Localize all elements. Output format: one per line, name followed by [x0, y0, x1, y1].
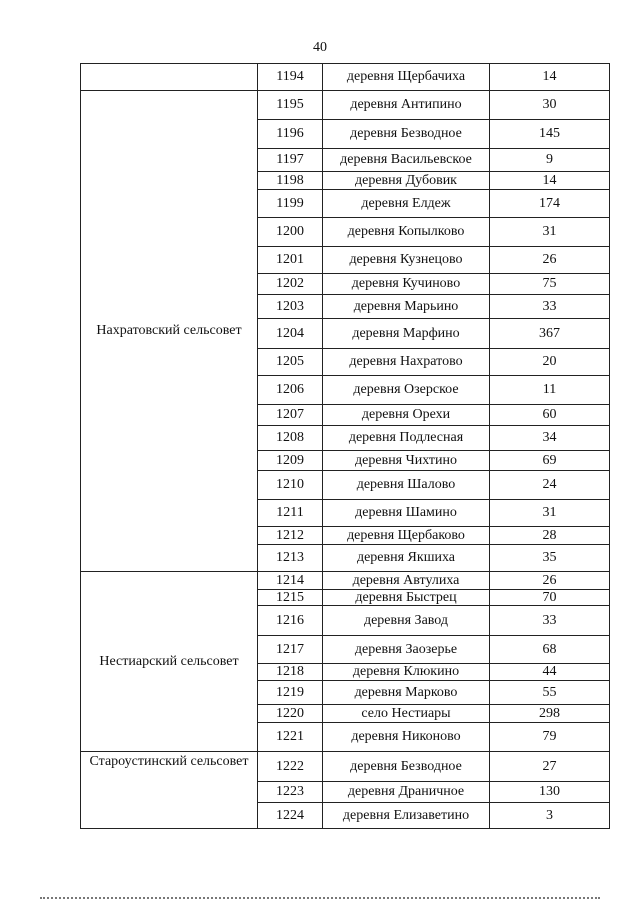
number-cell: 1217 — [258, 636, 323, 664]
council-cell: Нестиарский сельсовет — [81, 572, 258, 752]
number-cell: 1215 — [258, 590, 323, 606]
settlement-name-cell: деревня Елизаветино — [323, 803, 490, 829]
number-cell: 1220 — [258, 705, 323, 723]
number-cell: 1223 — [258, 782, 323, 803]
number-cell: 1206 — [258, 376, 323, 405]
settlement-name-cell: деревня Орехи — [323, 405, 490, 426]
settlement-name-cell: деревня Шамино — [323, 500, 490, 527]
settlement-name-cell: деревня Чихтино — [323, 451, 490, 471]
settlement-name-cell: деревня Драничное — [323, 782, 490, 803]
number-cell: 1203 — [258, 295, 323, 319]
population-cell: 26 — [490, 247, 610, 274]
number-cell: 1222 — [258, 752, 323, 782]
number-cell: 1224 — [258, 803, 323, 829]
population-cell: 11 — [490, 376, 610, 405]
population-cell: 68 — [490, 636, 610, 664]
population-cell: 30 — [490, 91, 610, 120]
settlement-name-cell: деревня Елдеж — [323, 190, 490, 218]
settlement-name-cell: деревня Марьино — [323, 295, 490, 319]
number-cell: 1212 — [258, 527, 323, 545]
council-cell: Нахратовский сельсовет — [81, 91, 258, 572]
settlements-table-body — [81, 64, 610, 829]
population-cell: 60 — [490, 405, 610, 426]
settlement-name-cell: деревня Автулиха — [323, 572, 490, 590]
settlement-name-cell: деревня Васильевское — [323, 149, 490, 172]
number-cell: 1209 — [258, 451, 323, 471]
population-cell: 14 — [490, 64, 610, 91]
settlement-name-cell: деревня Клюкино — [323, 664, 490, 681]
number-cell: 1199 — [258, 190, 323, 218]
number-cell: 1201 — [258, 247, 323, 274]
number-cell: 1210 — [258, 471, 323, 500]
number-cell: 1197 — [258, 149, 323, 172]
table-row — [81, 64, 610, 91]
settlement-name-cell: деревня Завод — [323, 606, 490, 636]
settlement-name-cell: деревня Антипино — [323, 91, 490, 120]
population-cell: 28 — [490, 527, 610, 545]
settlement-name-cell: деревня Нахратово — [323, 349, 490, 376]
population-cell: 33 — [490, 606, 610, 636]
population-cell: 14 — [490, 172, 610, 190]
population-cell: 130 — [490, 782, 610, 803]
page-number: 40 — [313, 40, 327, 55]
settlement-name-cell: деревня Щербаково — [323, 527, 490, 545]
population-cell: 33 — [490, 295, 610, 319]
population-cell: 69 — [490, 451, 610, 471]
population-cell: 79 — [490, 723, 610, 752]
number-cell: 1208 — [258, 426, 323, 451]
number-cell: 1204 — [258, 319, 323, 349]
settlement-name-cell: деревня Якшиха — [323, 545, 490, 572]
settlement-name-cell: деревня Марфино — [323, 319, 490, 349]
table-row — [81, 91, 610, 120]
number-cell: 1198 — [258, 172, 323, 190]
settlement-name-cell: деревня Кузнецово — [323, 247, 490, 274]
table-row — [81, 572, 610, 590]
population-cell: 3 — [490, 803, 610, 829]
population-cell: 31 — [490, 500, 610, 527]
population-cell: 20 — [490, 349, 610, 376]
number-cell: 1219 — [258, 681, 323, 705]
population-cell: 24 — [490, 471, 610, 500]
number-cell: 1196 — [258, 120, 323, 149]
population-cell: 298 — [490, 705, 610, 723]
population-cell: 27 — [490, 752, 610, 782]
population-cell: 9 — [490, 149, 610, 172]
settlement-name-cell: деревня Озерское — [323, 376, 490, 405]
settlement-name-cell: деревня Безводное — [323, 752, 490, 782]
number-cell: 1200 — [258, 218, 323, 247]
population-cell: 145 — [490, 120, 610, 149]
number-cell: 1207 — [258, 405, 323, 426]
number-cell: 1214 — [258, 572, 323, 590]
population-cell: 31 — [490, 218, 610, 247]
table-row — [81, 752, 610, 782]
settlement-name-cell: деревня Дубовик — [323, 172, 490, 190]
population-cell: 55 — [490, 681, 610, 705]
number-cell: 1205 — [258, 349, 323, 376]
number-cell: 1213 — [258, 545, 323, 572]
population-cell: 70 — [490, 590, 610, 606]
population-cell: 26 — [490, 572, 610, 590]
settlement-name-cell: деревня Никоново — [323, 723, 490, 752]
settlement-name-cell: деревня Быстрец — [323, 590, 490, 606]
number-cell: 1194 — [258, 64, 323, 91]
number-cell: 1211 — [258, 500, 323, 527]
number-cell: 1202 — [258, 274, 323, 295]
settlement-name-cell: село Нестиары — [323, 705, 490, 723]
population-cell: 35 — [490, 545, 610, 572]
settlement-name-cell: деревня Подлесная — [323, 426, 490, 451]
settlement-name-cell: деревня Щербачиха — [323, 64, 490, 91]
settlement-name-cell: деревня Заозерье — [323, 636, 490, 664]
number-cell: 1221 — [258, 723, 323, 752]
council-cell — [81, 64, 258, 91]
population-cell: 367 — [490, 319, 610, 349]
number-cell: 1216 — [258, 606, 323, 636]
population-cell: 174 — [490, 190, 610, 218]
council-cell: Староустинский сельсовет — [81, 752, 258, 829]
population-cell: 75 — [490, 274, 610, 295]
population-cell: 44 — [490, 664, 610, 681]
footer-dotted-line — [40, 897, 600, 902]
settlement-name-cell: деревня Кучиново — [323, 274, 490, 295]
settlement-name-cell: деревня Марково — [323, 681, 490, 705]
settlement-name-cell: деревня Шалово — [323, 471, 490, 500]
settlement-name-cell: деревня Безводное — [323, 120, 490, 149]
number-cell: 1195 — [258, 91, 323, 120]
number-cell: 1218 — [258, 664, 323, 681]
settlement-name-cell: деревня Копылково — [323, 218, 490, 247]
settlements-table — [80, 63, 610, 829]
population-cell: 34 — [490, 426, 610, 451]
